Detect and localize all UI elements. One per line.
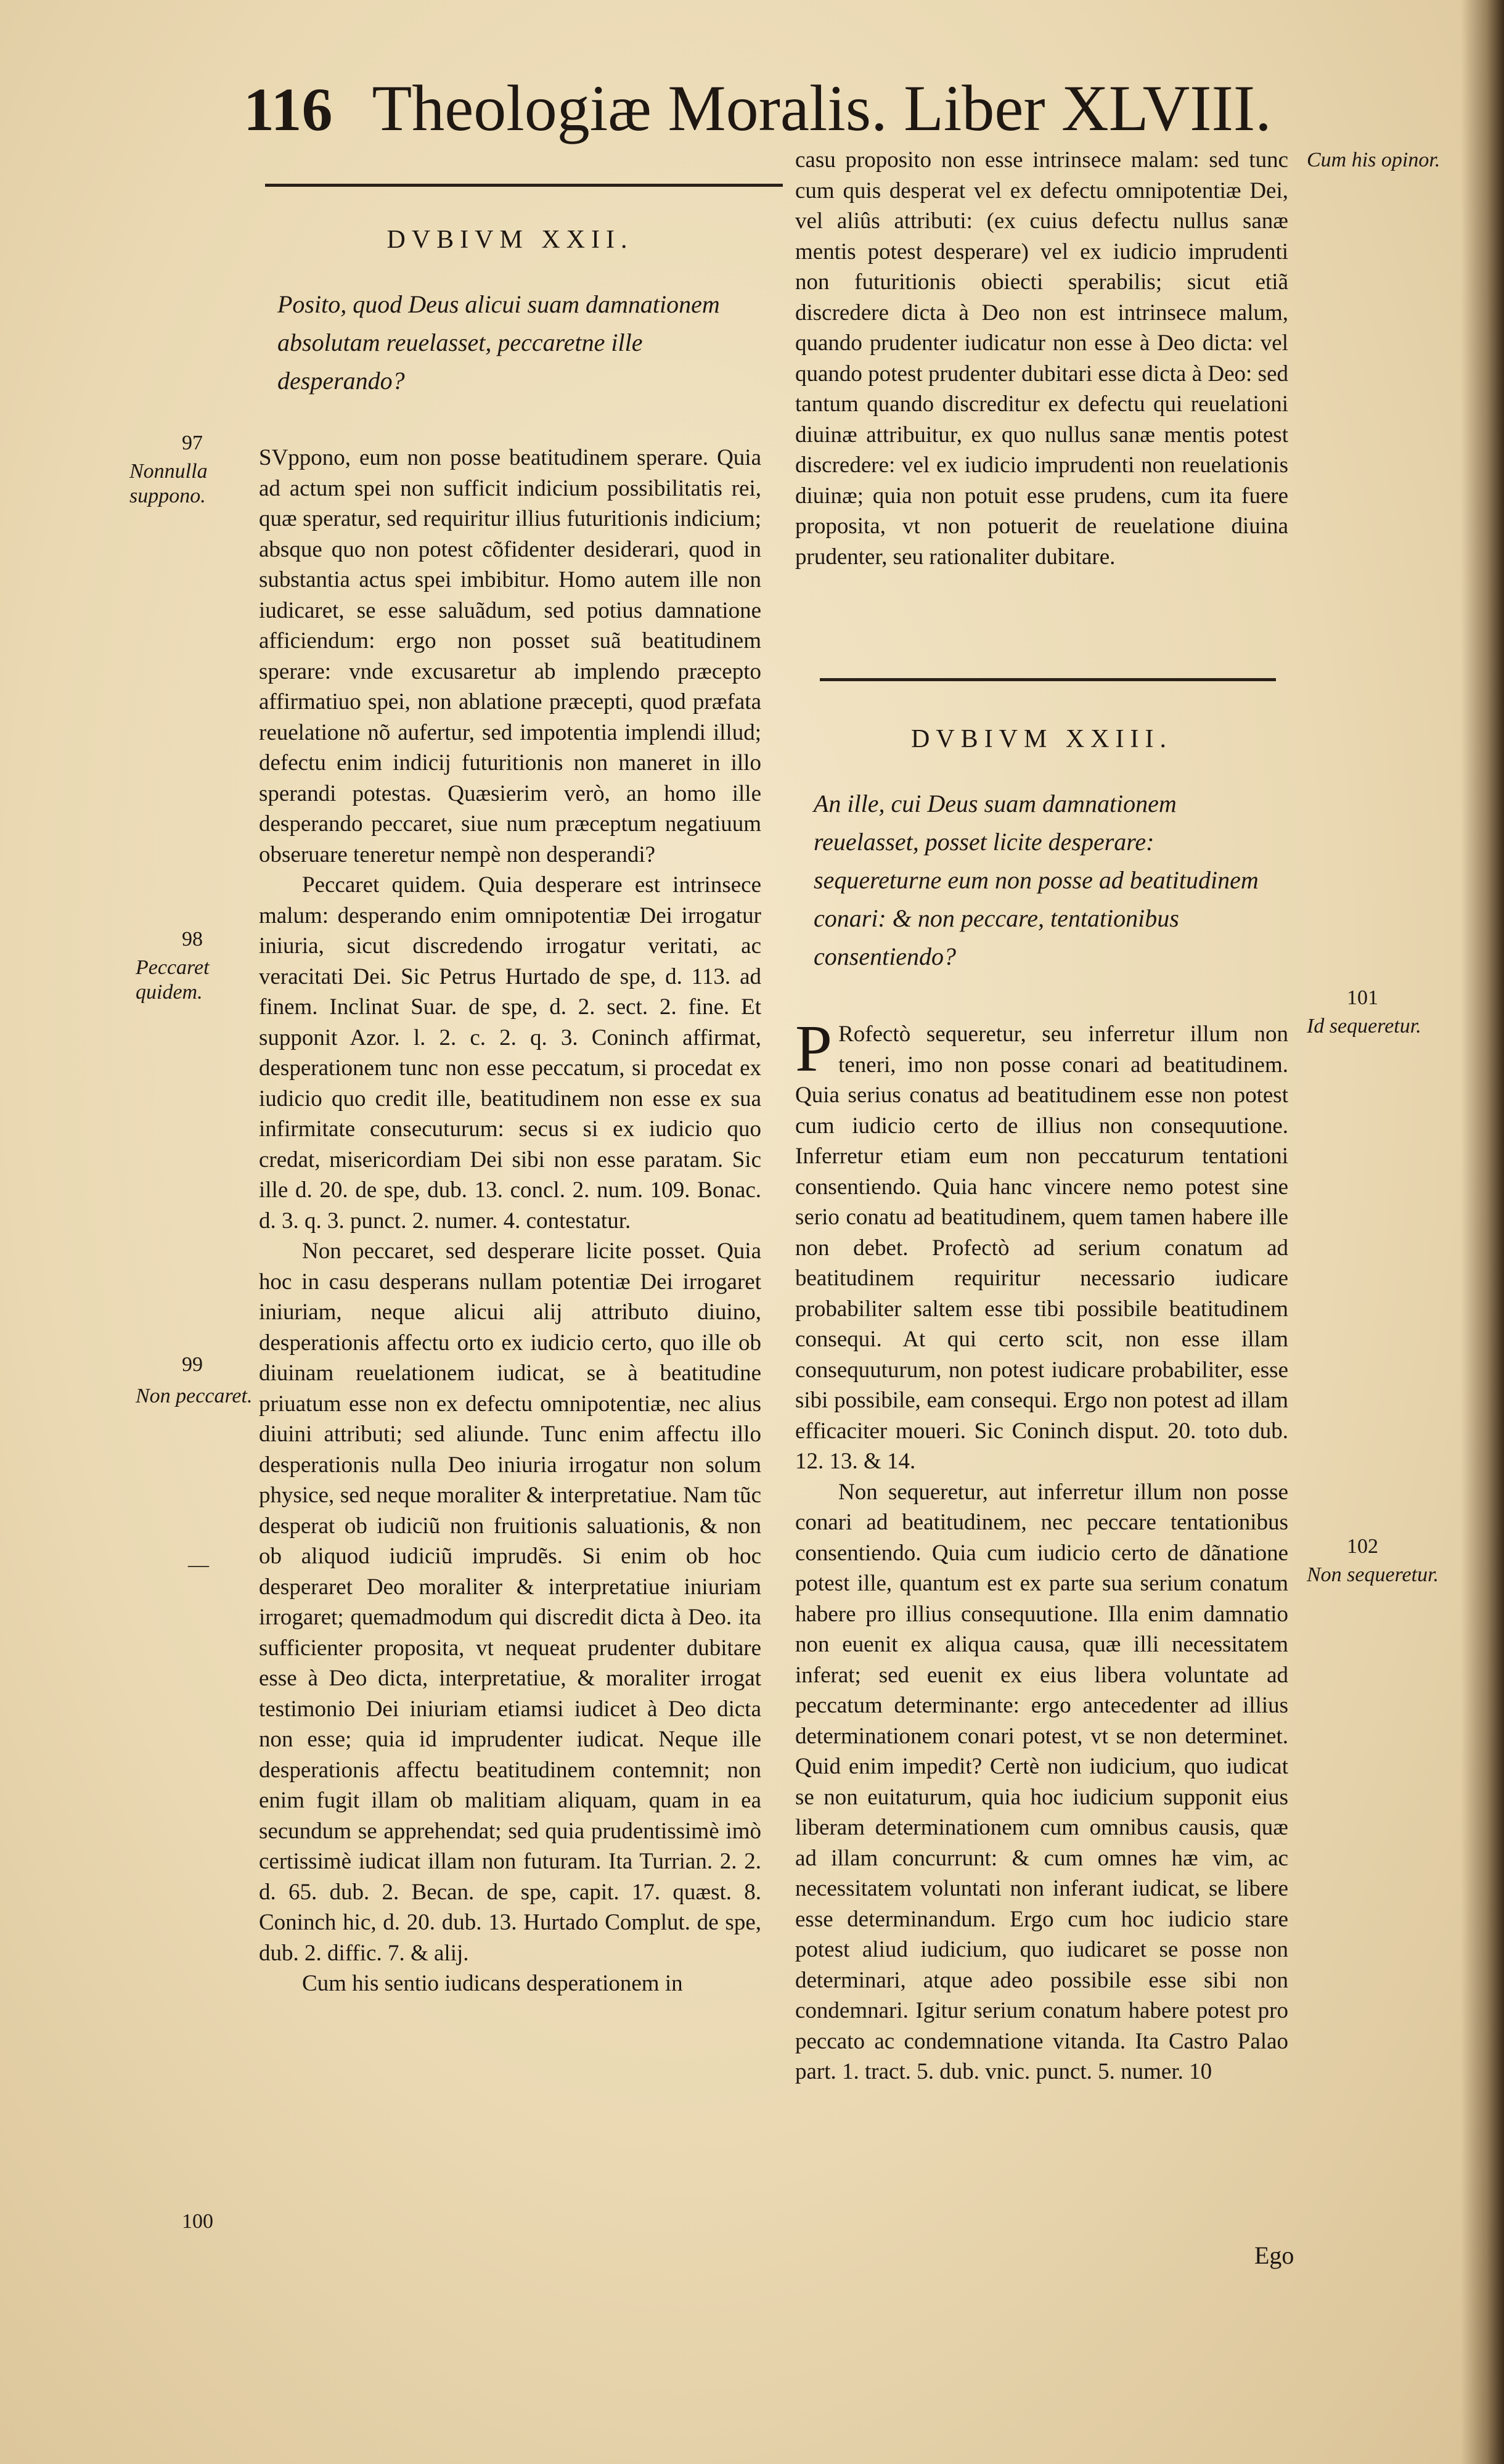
- right-column: [795, 145, 1288, 572]
- dubium-question: An ille, cui Deus suam damnationem reuelasset, posset licite desperare: sequereturne eum non posse ad beatitudinem conari: & non peccare, tentationibus consentiendo?: [814, 790, 1259, 970]
- marginal-note: Id sequeretur.: [1307, 1015, 1421, 1038]
- right-body: [795, 1012, 1288, 2087]
- marginal-note: Peccaret quidem.: [136, 956, 210, 1004]
- marginal-note: Cum his opinor.: [1307, 149, 1441, 171]
- marginal-note: Non sequeretur.: [1307, 1563, 1439, 1586]
- marginal-dash: —: [188, 1553, 209, 1576]
- book-spine-shadow: [1461, 0, 1504, 2464]
- page-header: [243, 71, 1304, 145]
- marginal-number: 101: [1347, 986, 1378, 1009]
- paragraph: [795, 1012, 1288, 1477]
- marginal-number: 98: [182, 928, 203, 951]
- marginal-number: 100: [182, 2210, 213, 2233]
- right-column-lower: [795, 724, 1288, 2087]
- marginal-note: Nonnulla suppono.: [129, 460, 208, 507]
- left-body: [259, 443, 761, 1999]
- drop-cap: P: [795, 1012, 833, 1086]
- paragraph: Non peccaret, sed desperare licite posset. Quia hoc in casu desperans nullam potentiæ Dei irrogaret iniuriam, neque alicui alij attributo diuino, desperationis affectu orto ex iudicio certo, quo ille ob diuinam reuelationem iudicat, se à beatitudine priuatum esse non ex defectu omnipotentiæ, nec alius diuini attributi; sed aliunde. Tunc enim affectu illo desperationis nulla Deo iniuria irrogatur non solum physice, sed neque moraliter & interpretatiue. Nam tũc desperat ob iudiciũ non fruitionis saluationis, & non ob aliquod iudiciũ imprudẽs. Si enim ob hoc desperaret Deo moraliter & interpretatiue iniuriam irrogaret; quemadmodum qui discredit dicta à Deo. ita sufficienter proposita, vt nequeat prudenter dubitare esse à Deo dicta, interpretatiue, & moraliter irrogat testimonio Dei iniuriam etiamsi iudicet à Deo dicta non esse; quia id imprudenter iudicat. Neque ille desperationis affectu beatitudinem contemnit; non enim fugit illam ob malitiam aliquam, quam in ea secundum se apprehendat; sed quia prudentissimè imò certissimè iudicat illam non futuram. Ita Turrian. 2. 2. d. 65. dub. 2. Becan. de spe, capit. 17. quæst. 8. Coninch hic, d. 20. dub. 13. Hurtado Complut. de spe, dub. 2. diffic. 7. & alij.: [259, 1238, 761, 1966]
- dubium-heading: DVBIVM XXIII.: [911, 725, 1172, 753]
- marginal-number: 102: [1347, 1535, 1378, 1558]
- catchword: Ego: [1254, 2241, 1294, 2269]
- paragraph: casu proposito non esse intrinsece malam: sed tunc cum quis desperat vel ex defectu omnipotentiæ Dei, vel aliûs attributi: (ex cuius defectu nullus sanæ mentis potest desperare) vel ex iudicio imprudenti non futuritionis obiecti sperabilis; sicut etiã discredere dicta à Deo non est intrinsece malum, quando prudenter iudicatur non esse à Deo dicta: vel quando potest prudenter dubitari esse dicta à Deo: sed tantum quando discreditur ex defectu qui reuelationi diuinæ attribuitur, ex quo nullus sanæ mentis potest discredere: vel ex iudicio imprudenti non reuelationis diuinæ; quia non potuit esse prudens, cum ita fuere proposita, vt non potuerit de reuelatione diuina prudenter, seu rationaliter dubitare.: [795, 147, 1288, 570]
- marginal-number: 97: [182, 432, 203, 454]
- left-column: [259, 225, 761, 1999]
- paragraph: Cum his sentio iudicans desperationem in: [302, 1971, 683, 1996]
- dubium-heading: DVBIVM XXII.: [386, 226, 634, 254]
- paragraph: Peccaret quidem. Quia desperare est intrinsece malum: desperando enim omnipotentiæ Dei irrogatur iniuria, sicut discredendo irrogatur veritati, ac veracitati Dei. Sic Petrus Hurtado de spe, d. 113. ad finem. Inclinat Suar. de spe, d. 2. sect. 2. fine. Et supponit Azor. l. 2. c. 2. q. 3. Coninch affirmat, desperationem tunc non esse peccatum, si procedat ex iudicio quo credit ille, beatitudinem non esse ex sua infirmitate consecuturum: secus si ex iudicio quo credat, misericordiam Dei sibi non esse paratam. Sic ille d. 20. de spe, dub. 13. concl. 2. num. 109. Bonac. d. 3. q. 3. punct. 2. numer. 4. contestatur.: [259, 872, 761, 1234]
- left-top-rule: [265, 184, 783, 187]
- paragraph: SVppono, eum non posse beatitudinem sperare. Quia ad actum spei non sufficit indicium possibilitatis rei, quæ speratur, sed requiritur illius futuritionis indicium; absque quo non potest cõfidenter desiderari, quod in substantia actus spei imbibitur. Homo autem ille non iudicaret, se esse saluãdum, sed potius damnatione afficiendum: ergo non posset suã beatitudinem sperare: vnde excusaretur ab implendo præcepto affirmatiuo spei, non ablatione præcepti, quod præfata reuelatione nõ aufertur, sed impotentia implendi illud; defectu enim indicij futuritionis non maneret in illo sperandi potestas. Quæsierim verò, an homo ille desperando peccaret, siue num præceptum negatiuum obseruare teneretur nempè non desperandi?: [259, 445, 761, 867]
- paragraph-text: Rofectò sequeretur, seu inferretur illum non teneri, imo non posse conari ad beatitudinem. Quia serius conatus ad beatitudinem esse non potest cum iudicio certo de illius non consequutione. Inferretur etiam eum non peccaturum tentationi consentiendo. Quia hanc vincere nemo potest sine serio conatu ad beatitudinem, quem tamen habere ille non debet. Profectò ad serium conatum ad beatitudinem requiritur necessario iudicare probabiliter saltem esse tibi possibile beatitudinem consequi. At qui certo scit, non esse illam consequuturum, non potest iudicare probabiliter, esse sibi possibile, eam consequi. Ergo non potest ad illam efficaciter moueri. Sic Coninch disput. 20. toto dub. 12. 13. & 14.: [795, 1021, 1288, 1474]
- right-section-rule: [820, 678, 1276, 681]
- running-title: Theologiæ Moralis. Liber XLVIII.: [372, 72, 1272, 144]
- marginal-number: 99: [182, 1353, 203, 1376]
- folio-number: 116: [243, 75, 333, 144]
- marginal-note: Non peccaret.: [136, 1385, 253, 1407]
- paragraph: Non sequeretur, aut inferretur illum non posse conari ad beatitudinem, nec peccare tentationibus consentiendo. Quia cum iudicio certo de dãnatione potest ille, quantum est ex parte sua serium conatum habere pro illius consequutione. Illa enim damnatio non euenit ex aliqua causa, quæ illi necessitatem inferat; sed euenit ex eius libera voluntate ad peccatum determinante: ergo antecedenter ad illius determinationem conari potest, vt se non determinet. Quid enim impedit? Certè non iudicium, quo iudicat se non euitaturum, quia hoc iudicium supponit eius liberam determinationem cum omnibus causis, quæ ad illam concurrunt: & cum omnes hæ vim, ac necessitatem voluntati non inferant iudicat, se libere esse determinandum. Ergo cum hoc iudicio stare potest aliud iudicium, quo iudicaret se posse non determinari, atque adeo possibile esse sibi non condemnari. Igitur serium conatum habere potest pro peccato ac condemnatione vitanda. Ita Castro Palao part. 1. tract. 5. dub. vnic. punct. 5. numer. 10: [795, 1479, 1288, 2084]
- dubium-question: Posito, quod Deus alicui suam damnationem absolutam reuelasset, peccaretne ille desperando?: [277, 290, 720, 395]
- right-body-top: [795, 145, 1288, 572]
